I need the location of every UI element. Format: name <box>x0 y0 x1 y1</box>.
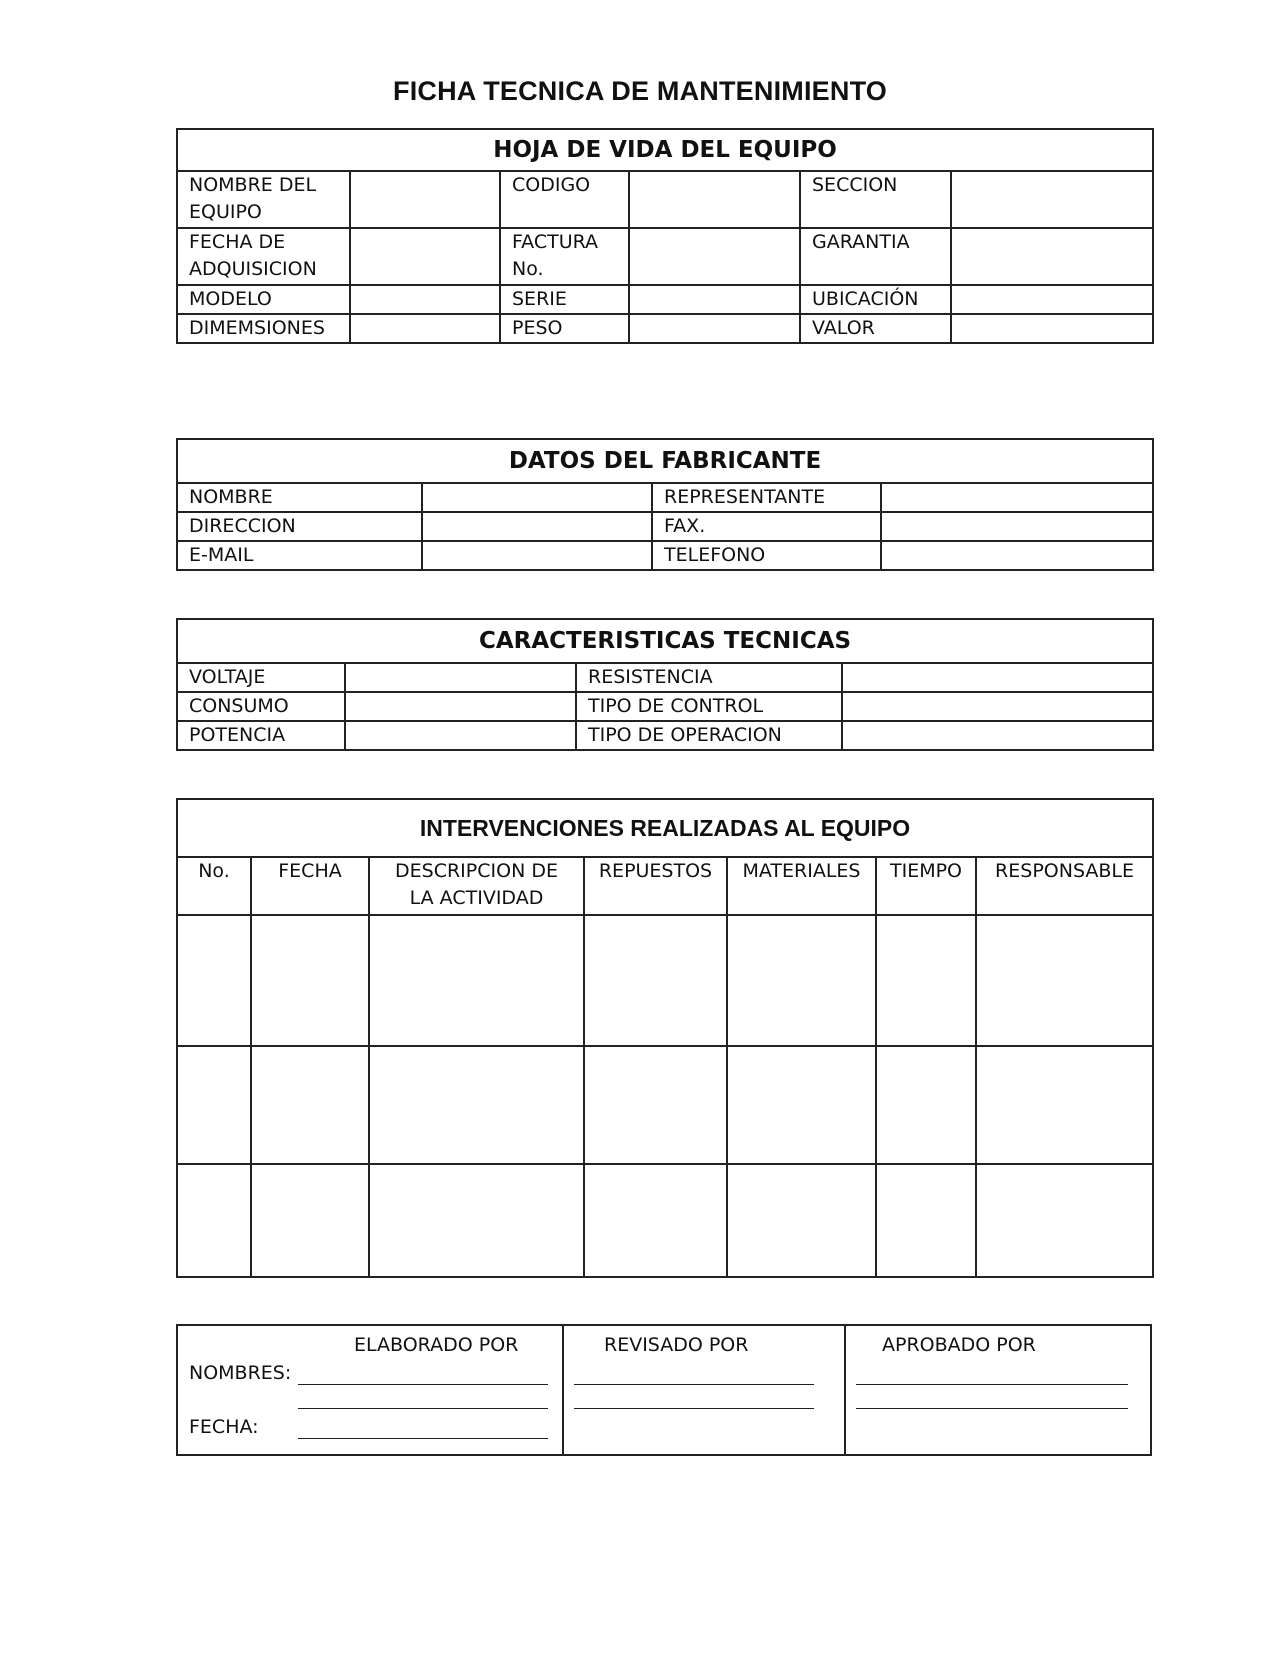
value-direccion[interactable] <box>422 512 652 541</box>
label-direccion: DIRECCION <box>177 512 422 541</box>
cell-tiempo[interactable] <box>876 1164 976 1277</box>
fecha-label: FECHA: <box>189 1416 259 1438</box>
label-fecha-adquisicion: FECHA DE ADQUISICION <box>177 228 350 285</box>
value-peso[interactable] <box>629 314 800 343</box>
elaborado-fecha-line[interactable] <box>298 1438 548 1439</box>
label-factura: FACTURA No. <box>500 228 629 285</box>
col-header-materiales: MATERIALES <box>727 857 876 915</box>
label-garantia: GARANTIA <box>800 228 951 285</box>
cell-descripcion[interactable] <box>369 915 584 1046</box>
label-consumo: CONSUMO <box>177 692 345 721</box>
revisado-section <box>562 1326 846 1454</box>
aprobado-label: APROBADO POR <box>882 1334 1036 1356</box>
cell-responsable[interactable] <box>976 915 1153 1046</box>
label-potencia: POTENCIA <box>177 721 345 750</box>
technical-table <box>176 618 1154 751</box>
col-header-fecha: FECHA <box>251 857 369 915</box>
aprobado-nombre-line-2[interactable] <box>856 1408 1128 1409</box>
label-peso: PESO <box>500 314 629 343</box>
revisado-nombre-line-1[interactable] <box>574 1384 814 1385</box>
cell-repuestos[interactable] <box>584 1164 727 1277</box>
page-title: FICHA TECNICA DE MANTENIMIENTO <box>393 76 887 106</box>
col-header-descripcion: DESCRIPCION DE LA ACTIVIDAD <box>369 857 584 915</box>
interventions-heading: INTERVENCIONES REALIZADAS AL EQUIPO <box>177 799 1153 857</box>
cell-descripcion[interactable] <box>369 1164 584 1277</box>
value-nombre-equipo[interactable] <box>350 171 500 228</box>
value-resistencia[interactable] <box>842 663 1153 692</box>
value-tipo-control[interactable] <box>842 692 1153 721</box>
value-potencia[interactable] <box>345 721 576 750</box>
aprobado-nombre-line-1[interactable] <box>856 1384 1128 1385</box>
elaborado-label: ELABORADO POR <box>354 1334 519 1356</box>
label-tipo-control: TIPO DE CONTROL <box>576 692 842 721</box>
equipment-table <box>176 128 1154 344</box>
label-ubicacion: UBICACIÓN <box>800 285 951 314</box>
label-tipo-operacion: TIPO DE OPERACION <box>576 721 842 750</box>
value-consumo[interactable] <box>345 692 576 721</box>
label-seccion: SECCION <box>800 171 951 228</box>
manufacturer-heading: DATOS DEL FABRICANTE <box>177 439 1153 483</box>
nombres-label: NOMBRES: <box>189 1362 292 1384</box>
cell-materiales[interactable] <box>727 1046 876 1164</box>
cell-fecha[interactable] <box>251 1164 369 1277</box>
label-resistencia: RESISTENCIA <box>576 663 842 692</box>
value-ubicacion[interactable] <box>951 285 1153 314</box>
label-codigo: CODIGO <box>500 171 629 228</box>
value-factura[interactable] <box>629 228 800 285</box>
value-serie[interactable] <box>629 285 800 314</box>
cell-no[interactable] <box>177 1046 251 1164</box>
elaborado-nombre-line-2[interactable] <box>298 1408 548 1409</box>
value-modelo[interactable] <box>350 285 500 314</box>
cell-responsable[interactable] <box>976 1164 1153 1277</box>
value-nombre[interactable] <box>422 483 652 512</box>
label-fax: FAX. <box>652 512 881 541</box>
signature-box <box>176 1324 1152 1456</box>
cell-materiales[interactable] <box>727 915 876 1046</box>
aprobado-section <box>844 1326 1150 1454</box>
col-header-responsable: RESPONSABLE <box>976 857 1153 915</box>
cell-fecha[interactable] <box>251 915 369 1046</box>
value-garantia[interactable] <box>951 228 1153 285</box>
value-valor[interactable] <box>951 314 1153 343</box>
value-fecha-adquisicion[interactable] <box>350 228 500 285</box>
table-row <box>177 915 1153 1046</box>
value-tipo-operacion[interactable] <box>842 721 1153 750</box>
label-email: E-MAIL <box>177 541 422 570</box>
value-representante[interactable] <box>881 483 1153 512</box>
cell-descripcion[interactable] <box>369 1046 584 1164</box>
equipment-heading: HOJA DE VIDA DEL EQUIPO <box>177 129 1153 171</box>
cell-no[interactable] <box>177 915 251 1046</box>
elaborado-section <box>178 1326 564 1454</box>
manufacturer-table <box>176 438 1154 571</box>
cell-repuestos[interactable] <box>584 1046 727 1164</box>
label-nombre-equipo: NOMBRE DEL EQUIPO <box>177 171 350 228</box>
label-nombre: NOMBRE <box>177 483 422 512</box>
label-voltaje: VOLTAJE <box>177 663 345 692</box>
revisado-nombre-line-2[interactable] <box>574 1408 814 1409</box>
col-header-repuestos: REPUESTOS <box>584 857 727 915</box>
technical-heading: CARACTERISTICAS TECNICAS <box>177 619 1153 663</box>
col-header-no: No. <box>177 857 251 915</box>
value-fax[interactable] <box>881 512 1153 541</box>
cell-tiempo[interactable] <box>876 915 976 1046</box>
label-dimensiones: DIMEMSIONES <box>177 314 350 343</box>
cell-responsable[interactable] <box>976 1046 1153 1164</box>
value-telefono[interactable] <box>881 541 1153 570</box>
label-valor: VALOR <box>800 314 951 343</box>
value-email[interactable] <box>422 541 652 570</box>
value-seccion[interactable] <box>951 171 1153 228</box>
cell-tiempo[interactable] <box>876 1046 976 1164</box>
label-telefono: TELEFONO <box>652 541 881 570</box>
cell-fecha[interactable] <box>251 1046 369 1164</box>
col-header-tiempo: TIEMPO <box>876 857 976 915</box>
label-representante: REPRESENTANTE <box>652 483 881 512</box>
revisado-label: REVISADO POR <box>604 1334 749 1356</box>
value-voltaje[interactable] <box>345 663 576 692</box>
value-dimensiones[interactable] <box>350 314 500 343</box>
table-row <box>177 1046 1153 1164</box>
table-row <box>177 1164 1153 1277</box>
value-codigo[interactable] <box>629 171 800 228</box>
interventions-table <box>176 798 1154 1278</box>
label-modelo: MODELO <box>177 285 350 314</box>
cell-materiales[interactable] <box>727 1164 876 1277</box>
cell-repuestos[interactable] <box>584 915 727 1046</box>
cell-no[interactable] <box>177 1164 251 1277</box>
elaborado-nombre-line-1[interactable] <box>298 1384 548 1385</box>
label-serie: SERIE <box>500 285 629 314</box>
